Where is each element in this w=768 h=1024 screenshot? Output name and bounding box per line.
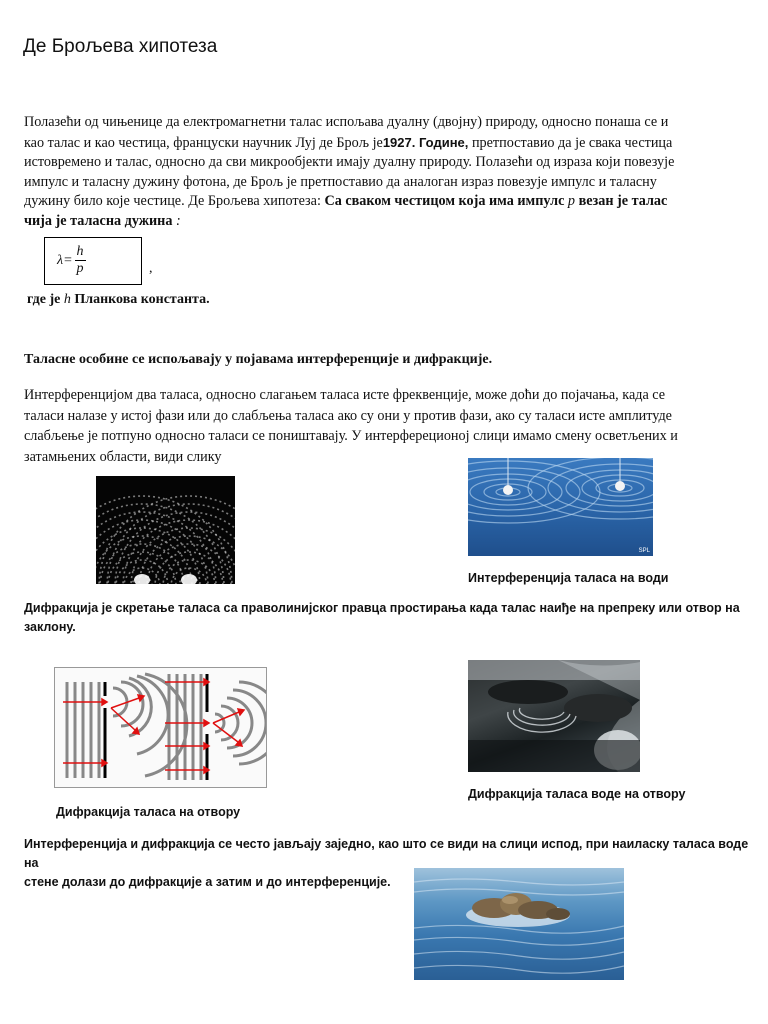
diffraction-diagram-graphic — [55, 668, 266, 787]
interference-paragraph — [24, 385, 748, 467]
intro-line-5: дужину било које честице. Де Брољева хипотеза: Са сваком честицом која има импулс p везан је талас — [24, 193, 668, 209]
formula-comma: , — [149, 261, 153, 276]
intro-line-3: истовремено и талас, односно да сви микрообјекти имају дуалну природу. Полазећи од израза који повезује — [24, 154, 675, 170]
intro-line-4: импулс и таласну дужину фотона, де Брољ је претпоставио да аналоган израз повезује импулс и таласну — [24, 173, 657, 190]
intro-line-1: Полазећи од чињенице да електромагнетни талас испољава дуалну (двојну) природу, односно понаша се и — [24, 114, 669, 130]
water-diffraction-graphic — [468, 660, 640, 772]
intro-paragraph — [24, 113, 748, 231]
diffraction-diagram — [54, 667, 267, 788]
caption-water-interference: Интерференција таласа на води — [468, 571, 669, 585]
interference-pattern-graphic — [96, 476, 235, 584]
formula-denominator: p — [76, 261, 84, 276]
formula-lhs: λ= — [57, 252, 73, 268]
spl-watermark: SPL — [638, 548, 650, 554]
combined-line-2: стене долази до дифракције а затим и до интерференције. — [24, 875, 391, 889]
water-diffraction-photo — [468, 660, 640, 772]
interference-pattern-image — [96, 476, 235, 584]
interference-line-2: таласи налазе у истој фази или до слабљења таласа ако су они у против фази, ако су таласи исте амплитуде — [24, 407, 672, 424]
caption-water-diffraction: Дифракција таласа воде на отвору — [468, 787, 686, 801]
intro-line-6: чија је таласна дужина : — [24, 212, 181, 229]
combined-paragraph — [24, 835, 764, 892]
de-broglie-formula — [57, 244, 86, 277]
rocks-water-graphic — [414, 868, 624, 980]
formula-fraction — [75, 244, 86, 277]
intro-line-2: као талас и као честица, француски научник Луј де Брољ је1927. Године, претпоставио да је свака честица — [24, 134, 673, 151]
page-title: Де Брољева хипотеза — [23, 36, 218, 57]
combined-line-1: Интерференција и дифракција се често јављају заједно, као што се види на слици испод, при наиласку таласа воде на — [24, 837, 749, 870]
wave-properties-heading: Таласне особине се испољавају у појавама интерференције и дифракције. — [24, 352, 493, 367]
rocks-water-photo — [414, 868, 624, 980]
caption-diffraction-opening: Дифракција таласа на отвору — [56, 805, 241, 819]
formula-box — [44, 237, 142, 285]
interference-line-3: слабљење је потпуно односно таласи се поништавају. У интерфереционој слици имамо смену осветљених и — [24, 428, 678, 444]
formula-numerator: h — [76, 244, 84, 259]
diffraction-definition — [24, 599, 754, 637]
diffraction-line-1: Дифракција је скретање таласа са праволинијског правца простирања када талас наиђе на препреку или отвор на — [24, 601, 740, 615]
diffraction-line-2: заклону. — [24, 620, 76, 634]
water-interference-graphic — [468, 458, 653, 556]
planck-note: где је h Планкова константа. — [27, 292, 210, 307]
interference-line-4: затамњених области, види слику — [24, 448, 222, 465]
water-interference-photo — [468, 458, 653, 556]
interference-line-1: Интерференцијом два таласа, односно слагањем таласа исте фреквенције, може доћи до појачања, када се — [24, 387, 666, 403]
